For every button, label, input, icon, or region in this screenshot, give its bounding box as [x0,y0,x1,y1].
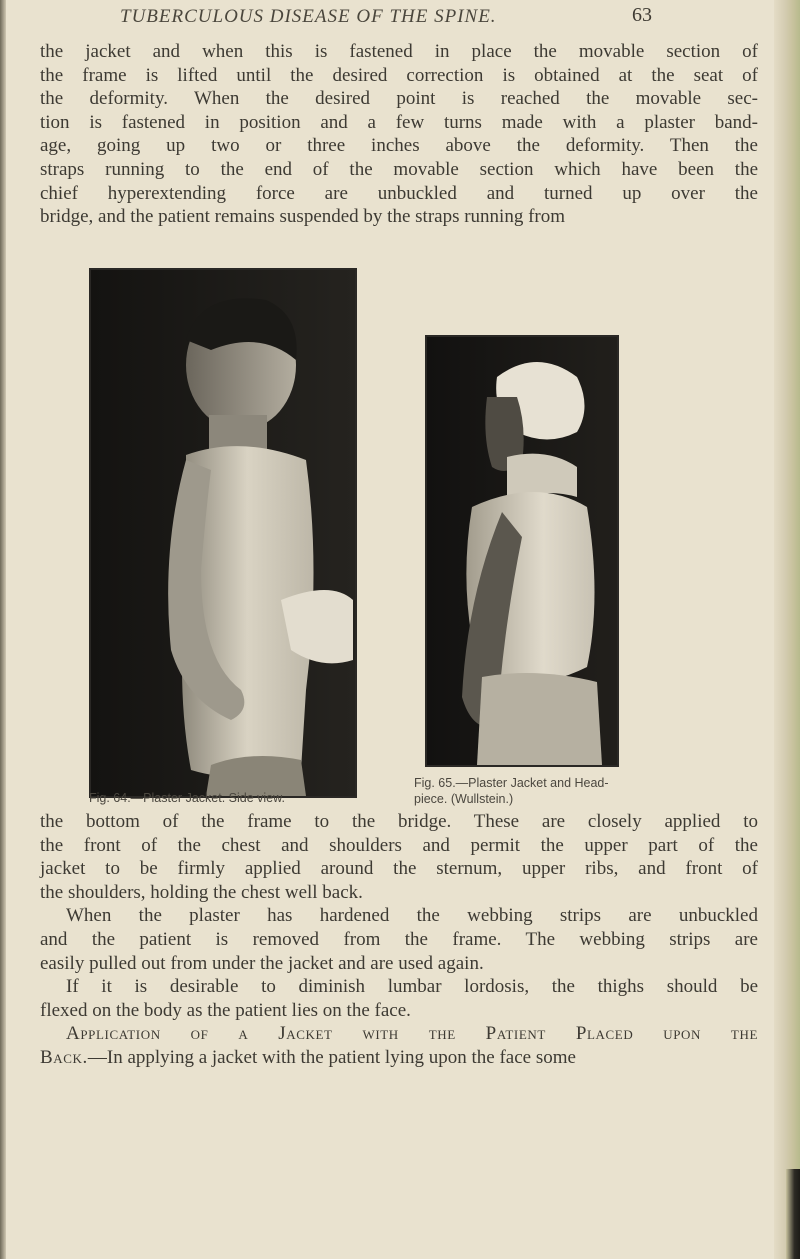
text-line: the deformity. When the desired point is reached the movable sec- [40,88,758,110]
figure-64-illustration [91,270,355,796]
running-head: TUBERCULOUS DISEASE OF THE SPINE. [120,6,497,27]
top-paragraph [40,40,758,229]
text-line: flexed on the body as the patient lies on the face. [40,999,411,1021]
section-heading-end: Back. [40,1046,88,1068]
text-line: age, going up two or three inches above the deformity. Then the [40,135,758,157]
figure-65-caption-line2: piece. (Wullstein.) [414,792,514,806]
text-line: the bottom of the frame to the bridge. These are closely applied to [40,811,758,832]
text-line: and the patient is removed from the frame. The webbing strips are [40,928,758,950]
page-number: 63 [632,4,652,26]
text-line: bridge, and the patient remains suspended by the straps running from [40,206,566,228]
section-text: —In applying a jacket with the patient lying upon the face some [87,1046,576,1068]
text-line: the jacket and when this is fastened in place the movable section of [40,41,758,62]
text-line: tion is fastened in position and a few turns made with a plaster band- [40,111,758,133]
page-corner-mark [786,1169,800,1259]
figure-65-caption [380,775,670,807]
figure-64-caption: Fig. 64.—Plaster Jacket. Side view. [89,791,285,805]
text-line: the front of the chest and shoulders and permit the upper part of the [40,834,758,856]
section-heading-line: Application of a Jacket with the Patient Placed upon the [66,1023,758,1045]
text-line: jacket to be firmly applied around the sternum, upper ribs, and front of [40,858,758,880]
page-edge-shadow [774,0,800,1259]
text-line: the shoulders, holding the chest well back. [40,881,363,903]
text-line: the frame is lifted until the desired correction is obtained at the seat of [40,64,758,86]
figure-64-photo [89,268,357,798]
page-gutter-shadow [0,0,6,1259]
figure-65-photo [425,335,619,767]
text-line: straps running to the end of the movable section which have been the [40,158,758,180]
bottom-text [40,810,758,1070]
text-line: When the plaster has hardened the webbing strips are unbuckled [66,905,758,927]
text-line [40,1046,758,1070]
figure-65-caption-line1: Fig. 65.—Plaster Jacket and Head- [414,776,609,790]
text-line: easily pulled out from under the jacket and are used again. [40,952,484,974]
text-line: chief hyperextending force are unbuckled and turned up over the [40,182,758,204]
text-line: If it is desirable to diminish lumbar lordosis, the thighs should be [66,976,758,998]
figure-65-illustration [427,337,617,765]
